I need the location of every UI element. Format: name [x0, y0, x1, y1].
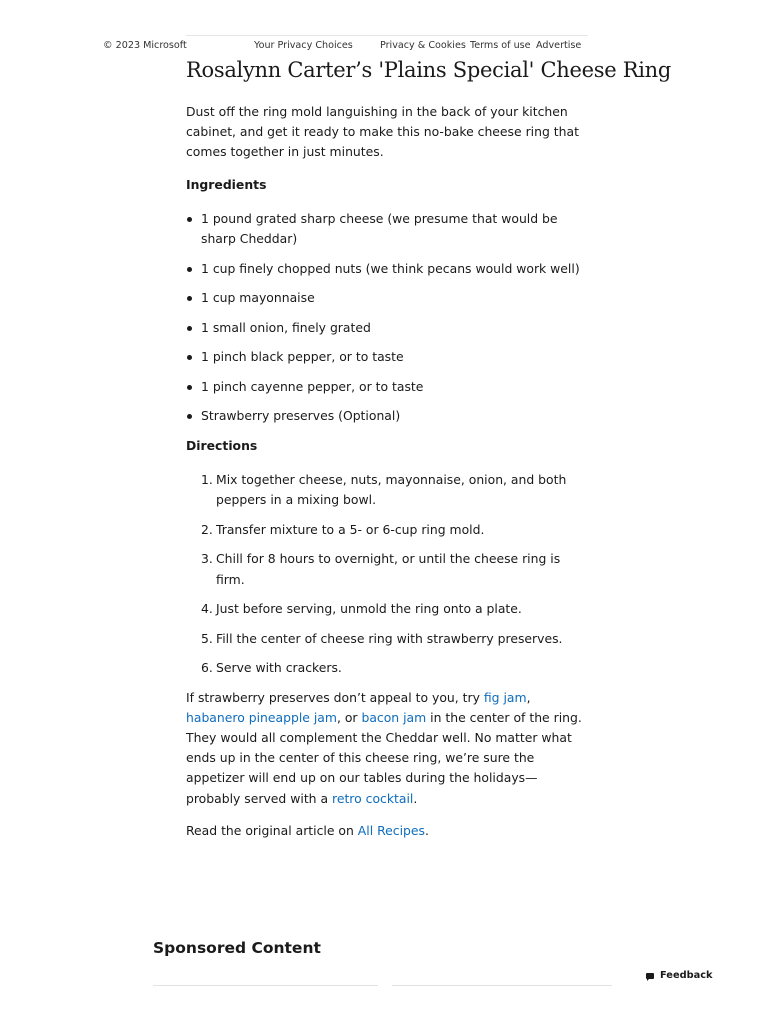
- step-text: Chill for 8 hours to overnight, or until the cheese ring is firm.: [216, 551, 561, 587]
- directions-list: [186, 470, 590, 679]
- closing-paragraph: [186, 688, 590, 809]
- privacy-cookies-link[interactable]: Privacy & Cookies: [380, 40, 466, 51]
- feedback-button[interactable]: [646, 969, 713, 983]
- bullet-icon: [187, 217, 192, 222]
- step-text: Transfer mixture to a 5- or 6-cup ring mold.: [216, 521, 485, 537]
- copyright-text: © 2023 Microsoft: [103, 40, 187, 51]
- direction-step: [186, 520, 590, 541]
- ingredient-item: [186, 318, 590, 339]
- bullet-icon: [187, 414, 192, 419]
- step-number: 3.: [201, 551, 213, 567]
- direction-step: [186, 629, 590, 650]
- bullet-icon: [187, 355, 192, 360]
- ingredient-text: 1 pinch cayenne pepper, or to taste: [201, 378, 424, 394]
- ingredient-item: [186, 347, 590, 368]
- bullet-icon: [187, 267, 192, 272]
- step-number: 2.: [201, 521, 213, 537]
- step-text: Just before serving, unmold the ring onto a plate.: [216, 601, 522, 617]
- ingredient-text: 1 cup mayonnaise: [201, 290, 315, 306]
- direction-step: [186, 470, 590, 511]
- habanero-pineapple-jam-link[interactable]: habanero pineapple jam: [186, 709, 337, 725]
- retro-cocktail-link[interactable]: retro cocktail: [332, 790, 414, 806]
- ingredients-heading: Ingredients: [186, 176, 267, 192]
- article-body: [186, 56, 671, 841]
- step-number: 4.: [201, 601, 213, 617]
- ingredient-item: [186, 209, 590, 250]
- advertise-link[interactable]: Advertise: [536, 40, 582, 51]
- read-original-prefix: Read the original article on: [186, 822, 358, 838]
- ingredients-list: [186, 209, 590, 427]
- read-original-suffix: .: [424, 822, 429, 838]
- privacy-choices-link[interactable]: Your Privacy Choices: [254, 40, 353, 51]
- all-recipes-link[interactable]: All Recipes: [357, 822, 425, 838]
- ingredient-item: [186, 288, 590, 309]
- directions-heading: Directions: [186, 437, 258, 453]
- fig-jam-link[interactable]: fig jam: [483, 689, 527, 705]
- step-number: 6.: [201, 660, 213, 676]
- ingredient-item: [186, 259, 590, 280]
- sponsored-cards-divider: [0, 985, 768, 987]
- feedback-label: Feedback: [660, 970, 713, 981]
- ingredient-item: [186, 377, 590, 398]
- read-original: [186, 821, 590, 841]
- step-text: Serve with crackers.: [216, 660, 342, 676]
- terms-of-use-link[interactable]: Terms of use: [470, 40, 531, 51]
- step-text: Mix together cheese, nuts, mayonnaise, onion, and both peppers in a mixing bowl.: [216, 471, 567, 508]
- article-title: Rosalynn Carter’s 'Plains Special' Cheese Ring: [186, 58, 671, 82]
- direction-step: [186, 599, 590, 620]
- sponsored-card-edge: [153, 985, 378, 986]
- bullet-icon: [187, 326, 192, 331]
- closing-text: , or: [336, 709, 362, 725]
- step-number: 5.: [201, 630, 213, 646]
- ingredient-text: Strawberry preserves (Optional): [201, 408, 401, 424]
- closing-text: If strawberry preserves don’t appeal to you, try: [186, 689, 484, 705]
- feedback-icon: [646, 973, 654, 979]
- ingredient-text: 1 pinch black pepper, or to taste: [201, 349, 404, 365]
- footer-bar: [0, 0, 768, 58]
- ingredient-text: 1 small onion, finely grated: [201, 319, 371, 335]
- direction-step: [186, 549, 590, 590]
- ingredient-text: 1 pound grated sharp cheese (we presume that would be sharp Cheddar): [201, 210, 558, 247]
- closing-text: .: [413, 790, 418, 806]
- bacon-jam-link[interactable]: bacon jam: [361, 709, 427, 725]
- article-intro: Dust off the ring mold languishing in the back of your kitchen cabinet, and get it ready to make this no-bake cheese ring that comes together in just minutes.: [186, 104, 579, 160]
- direction-step: [186, 658, 590, 679]
- step-number: 1.: [201, 471, 213, 487]
- closing-text: ,: [526, 689, 531, 705]
- step-text: Fill the center of cheese ring with strawberry preserves.: [216, 630, 563, 646]
- bullet-icon: [187, 296, 192, 301]
- sponsored-content-heading: Sponsored Content: [153, 939, 321, 957]
- footer-divider: [186, 35, 588, 36]
- bullet-icon: [187, 385, 192, 390]
- ingredient-item: [186, 406, 590, 427]
- closing-text: in the center of the ring. They would all complement the Cheddar well. No matter what ends up in the center of this cheese ring, we’re sure the appetizer will end up on our tables during the holidays—probably served with a: [186, 709, 582, 806]
- sponsored-card-edge: [392, 985, 612, 986]
- ingredient-text: 1 cup finely chopped nuts (we think pecans would work well): [201, 260, 580, 276]
